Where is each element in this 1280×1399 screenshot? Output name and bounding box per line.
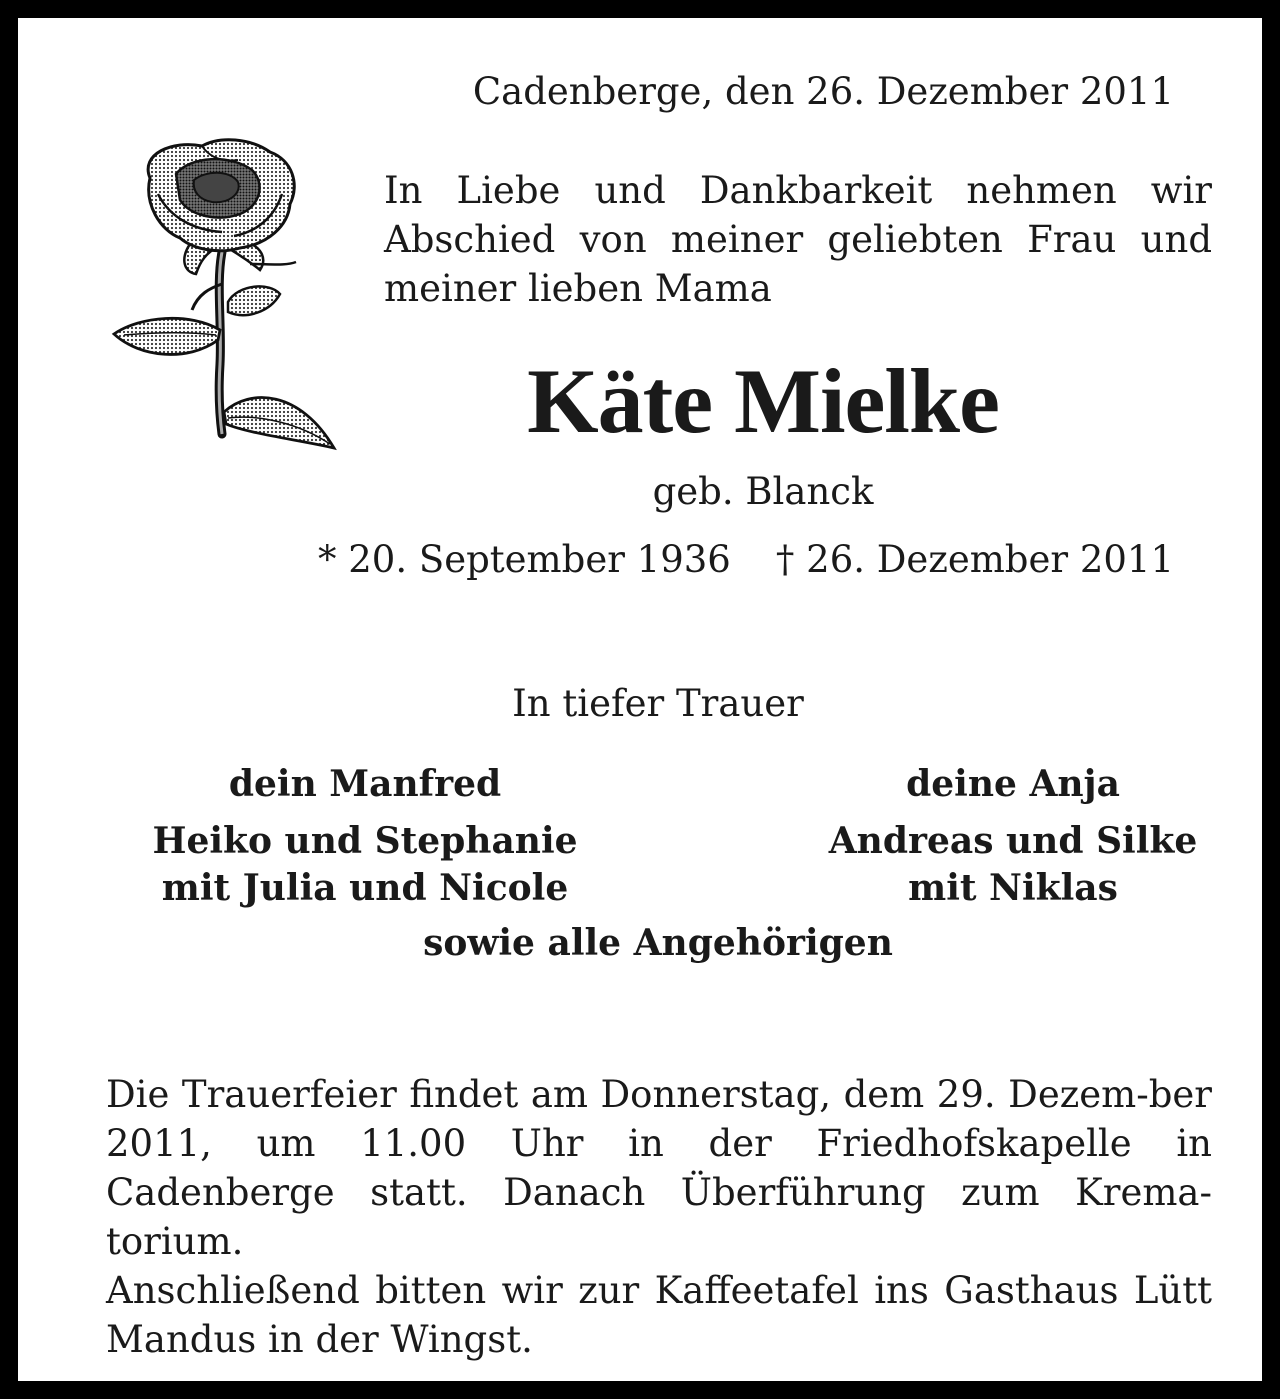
- service-info: [106, 1070, 1212, 1364]
- family-right-secondary: [778, 818, 1248, 912]
- family-left-primary: [118, 761, 612, 808]
- family-member: mit Niklas: [908, 867, 1118, 909]
- family-all: [358, 920, 958, 967]
- birth-date: * 20. September 1936: [318, 538, 731, 581]
- intro-text: In Liebe und Dankbarkeit nehmen wir Abschied von meiner geliebten Frau und meiner lieben Mama: [384, 169, 1212, 310]
- maiden-name: geb. Blanck: [652, 470, 874, 513]
- family-right-primary: [778, 761, 1248, 808]
- mourning-heading: In tiefer Trauer: [512, 682, 804, 725]
- family-left-secondary: [118, 818, 612, 912]
- family-member: dein Manfred: [228, 763, 502, 805]
- service-paragraph: Anschließend bitten wir zur Kaffeetafel ins Gasthaus Lütt Mandus in der Wingst.: [106, 1269, 1212, 1361]
- deceased-name: Käte Mielke: [527, 350, 999, 452]
- death-date: † 26. Dezember 2011: [775, 538, 1174, 581]
- family-member: mit Julia und Nicole: [161, 867, 569, 909]
- rose-icon: [110, 134, 342, 454]
- family-member: Heiko und Stephanie: [152, 820, 578, 862]
- place-date: Cadenberge, den 26. Dezember 2011: [472, 70, 1174, 113]
- family-member: sowie alle Angehörigen: [423, 922, 893, 964]
- family-member: Andreas und Silke: [828, 820, 1198, 862]
- service-paragraph: Die Trauerfeier findet am Donnerstag, dem 29. Dezem-ber 2011, um 11.00 Uhr in der Friedhofskapelle in Cadenberge statt. Danach Überführung zum Krema-torium.: [106, 1073, 1212, 1263]
- family-member: deine Anja: [906, 763, 1120, 805]
